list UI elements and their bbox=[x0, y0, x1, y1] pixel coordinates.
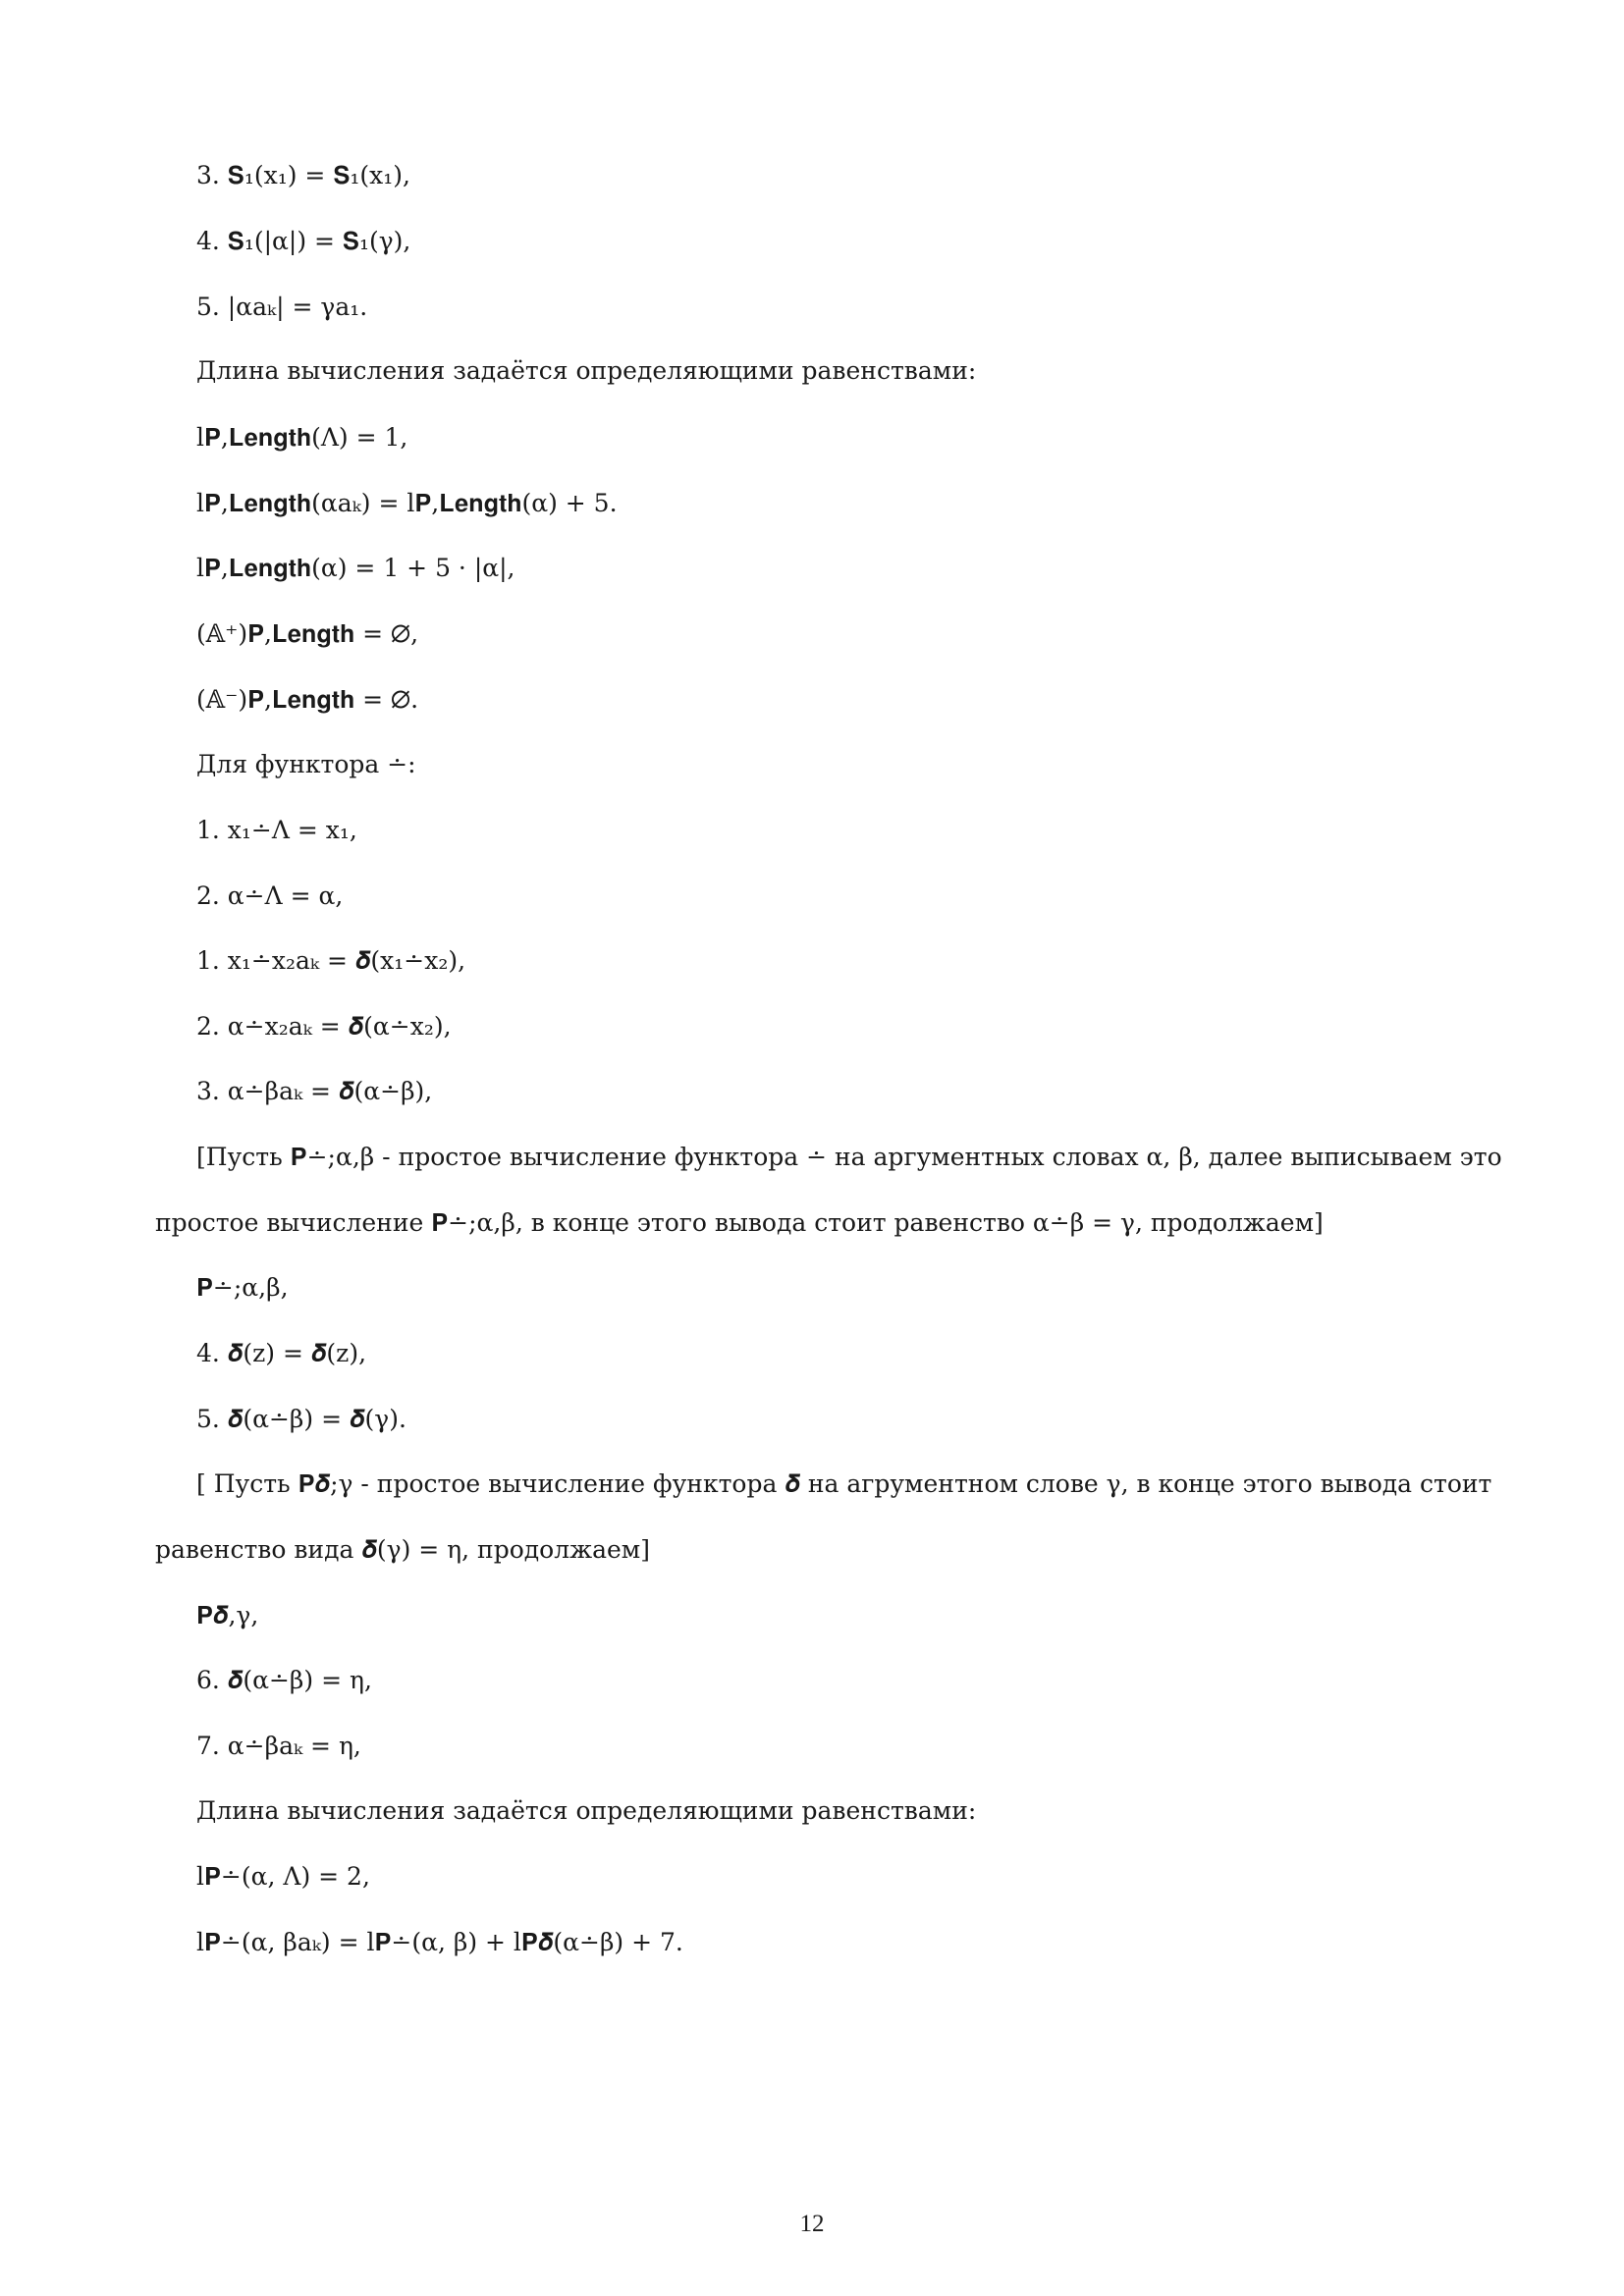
page-number: 12 bbox=[799, 2211, 825, 2237]
text-line: 𝐏𝜹,γ, bbox=[196, 1601, 259, 1629]
text-line: 1. x₁∸x₂aₖ = 𝜹(x₁∸x₂), bbox=[196, 946, 466, 975]
text-line: l𝐏∸(α, Λ) = 2, bbox=[196, 1862, 370, 1891]
text-line: l𝐏,𝐋𝐞𝐧𝐠𝐭𝐡(αaₖ) = l𝐏,𝐋𝐞𝐧𝐠𝐭𝐡(α) + 5. bbox=[196, 489, 618, 517]
text-line: l𝐏,𝐋𝐞𝐧𝐠𝐭𝐡(Λ) = 1, bbox=[196, 423, 408, 452]
text-line: простое вычисление 𝐏∸;α,β, в конце этого вывода стоит равенство α∸β = γ, продолжаем] bbox=[155, 1208, 1324, 1237]
text-line: равенство вида 𝜹(γ) = η, продолжаем] bbox=[155, 1535, 650, 1564]
text-line: [ Пусть 𝐏𝜹;γ - простое вычисление функтора 𝜹 на агрументном слове γ, в конце этого вывода стоит bbox=[196, 1469, 1492, 1498]
text-line: 5. |αaₖ| = γa₁. bbox=[196, 293, 368, 321]
text-line: 5. 𝜹(α∸β) = 𝜹(γ). bbox=[196, 1405, 406, 1433]
text-line: 7. α∸βaₖ = η, bbox=[196, 1732, 361, 1760]
text-line: 2. α∸Λ = α, bbox=[196, 881, 344, 910]
text-line: l𝐏∸(α, βaₖ) = l𝐏∸(α, β) + l𝐏𝜹(α∸β) + 7. bbox=[196, 1928, 683, 1956]
text-line: Для функтора ∸: bbox=[196, 750, 416, 778]
text-line: 6. 𝜹(α∸β) = η, bbox=[196, 1666, 372, 1694]
text-line: [Пусть 𝐏∸;α,β - простое вычисление функтора ∸ на аргументных словах α, β, далее выписываем это bbox=[196, 1143, 1502, 1171]
text-line: 1. x₁∸Λ = x₁, bbox=[196, 816, 357, 844]
text-line: l𝐏,𝐋𝐞𝐧𝐠𝐭𝐡(α) = 1 + 5 · |α|, bbox=[196, 554, 515, 582]
text-line: 3. 𝐒₁(x₁) = 𝐒₁(x₁), bbox=[196, 161, 410, 189]
text-line: Длина вычисления задаётся определяющими равенствами: bbox=[196, 1796, 977, 1825]
text-line: 4. 𝜹(z) = 𝜹(z), bbox=[196, 1339, 367, 1367]
text-line: 𝐏∸;α,β, bbox=[196, 1273, 289, 1302]
text-line: 3. α∸βaₖ = 𝜹(α∸β), bbox=[196, 1077, 433, 1105]
text-line: 2. α∸x₂aₖ = 𝜹(α∸x₂), bbox=[196, 1012, 452, 1041]
text-line: (𝔸⁺)𝐏,𝐋𝐞𝐧𝐠𝐭𝐡 = ∅, bbox=[196, 619, 419, 648]
text-line: Длина вычисления задаётся определяющими равенствами: bbox=[196, 356, 977, 385]
text-line: (𝔸⁻)𝐏,𝐋𝐞𝐧𝐠𝐭𝐡 = ∅. bbox=[196, 685, 419, 714]
text-line: 4. 𝐒₁(|α|) = 𝐒₁(γ), bbox=[196, 227, 411, 255]
